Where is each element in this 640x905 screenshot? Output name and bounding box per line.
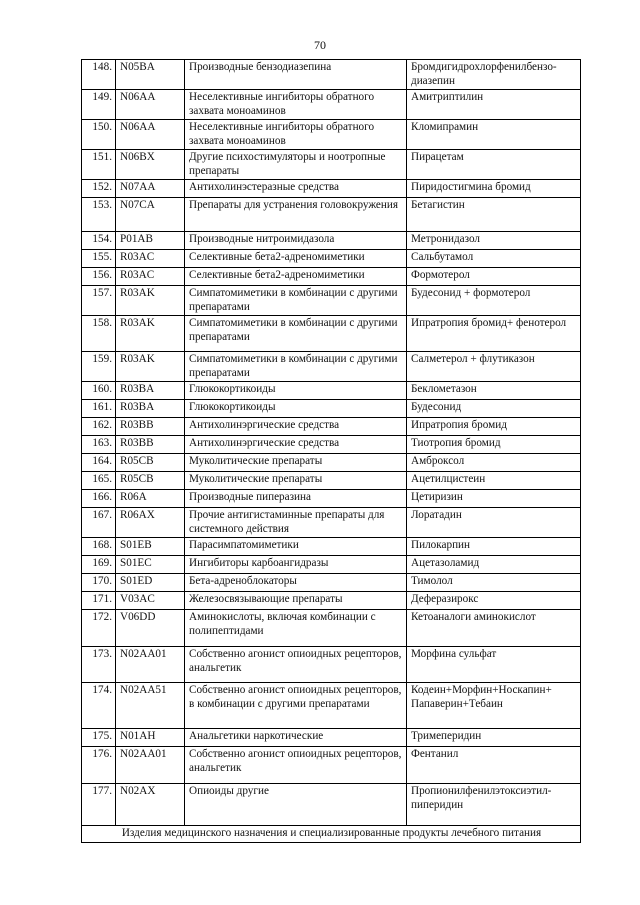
atc-code-cell: P01AB <box>116 232 185 250</box>
row-number-cell: 154. <box>82 232 116 250</box>
drug-name-cell: Пилокарпин <box>407 538 581 556</box>
table-row <box>82 198 581 232</box>
pharm-group-cell: Производные бензодиазепина <box>185 60 407 90</box>
row-number-cell: 172. <box>82 610 116 647</box>
table-row <box>82 286 581 316</box>
drug-name-cell: Деферазирокс <box>407 592 581 610</box>
pharm-group-cell: Прочие антигистаминные препараты для системного действия <box>185 508 407 538</box>
row-number-cell: 164. <box>82 454 116 472</box>
atc-code-cell: R03AK <box>116 316 185 352</box>
drug-name-cell: Ипратропия бромид <box>407 418 581 436</box>
row-number-cell: 158. <box>82 316 116 352</box>
table-row <box>82 508 581 538</box>
atc-code-cell: S01EC <box>116 556 185 574</box>
pharm-group-cell: Железосвязывающие препараты <box>185 592 407 610</box>
row-number-cell: 157. <box>82 286 116 316</box>
atc-code-cell: R03AC <box>116 268 185 286</box>
row-number-cell: 171. <box>82 592 116 610</box>
pharm-group-cell: Производные пиперазина <box>185 490 407 508</box>
drug-name-cell: Цетиризин <box>407 490 581 508</box>
drug-name-cell: Ацетилцистеин <box>407 472 581 490</box>
pharm-group-cell: Собственно агонист опиоидных рецепторов, анальгетик <box>185 747 407 784</box>
row-number-cell: 175. <box>82 729 116 747</box>
table-row <box>82 683 581 729</box>
drug-name-cell: Пирацетам <box>407 150 581 180</box>
table-row <box>82 538 581 556</box>
atc-code-cell: N07AA <box>116 180 185 198</box>
drug-name-cell: Кломипрамин <box>407 120 581 150</box>
row-number-cell: 174. <box>82 683 116 729</box>
pharm-group-cell: Неселективные ингибиторы обратного захвата моноаминов <box>185 120 407 150</box>
row-number-cell: 155. <box>82 250 116 268</box>
atc-code-cell: N06AA <box>116 90 185 120</box>
row-number-cell: 160. <box>82 382 116 400</box>
atc-code-cell: N02AA01 <box>116 747 185 784</box>
table-row <box>82 90 581 120</box>
row-number-cell: 165. <box>82 472 116 490</box>
drug-name-cell: Ипратропия бромид+ фенотерол <box>407 316 581 352</box>
pharm-group-cell: Симпатомиметики в комбинации с другими препаратами <box>185 286 407 316</box>
pharm-group-cell: Симпатомиметики в комбинации с другими препаратами <box>185 352 407 382</box>
drug-name-cell: Кетоаналоги аминокислот <box>407 610 581 647</box>
pharm-group-cell: Ингибиторы карбоангидразы <box>185 556 407 574</box>
atc-code-cell: R03BB <box>116 436 185 454</box>
atc-code-cell: S01EB <box>116 538 185 556</box>
atc-code-cell: N06AA <box>116 120 185 150</box>
table-row <box>82 150 581 180</box>
atc-code-cell: S01ED <box>116 574 185 592</box>
drug-name-cell: Ацетазоламид <box>407 556 581 574</box>
atc-code-cell: N02AA51 <box>116 683 185 729</box>
pharm-group-cell: Симпатомиметики в комбинации с другими препаратами <box>185 316 407 352</box>
page-number: 70 <box>314 38 326 52</box>
atc-code-cell: V06DD <box>116 610 185 647</box>
atc-code-cell: N02AA01 <box>116 647 185 683</box>
pharm-group-cell: Глюкокортикоиды <box>185 400 407 418</box>
table-row <box>82 400 581 418</box>
drug-name-cell: Будесонид + формотерол <box>407 286 581 316</box>
table-row <box>82 472 581 490</box>
pharm-group-cell: Другие психостимуляторы и ноотропные препараты <box>185 150 407 180</box>
table-row <box>82 232 581 250</box>
pharm-group-cell: Парасимпатомиметики <box>185 538 407 556</box>
atc-code-cell: R03AK <box>116 286 185 316</box>
atc-code-cell: R03BB <box>116 418 185 436</box>
row-number-cell: 163. <box>82 436 116 454</box>
row-number-cell: 176. <box>82 747 116 784</box>
atc-code-cell: R03BA <box>116 400 185 418</box>
drug-name-cell: Амитриптилин <box>407 90 581 120</box>
atc-code-cell: R05CB <box>116 454 185 472</box>
table-row <box>82 454 581 472</box>
pharm-group-cell: Антихолинэргические средства <box>185 436 407 454</box>
pharm-group-cell: Глюкокортикоиды <box>185 382 407 400</box>
atc-code-cell: R03AK <box>116 352 185 382</box>
table-row <box>82 747 581 784</box>
drug-name-cell: Пропионилфенилэтоксиэтил-пиперидин <box>407 784 581 826</box>
drug-name-cell: Бетагистин <box>407 198 581 232</box>
table-row <box>82 729 581 747</box>
pharm-group-cell: Препараты для устранения головокружения <box>185 198 407 232</box>
pharm-group-cell: Производные нитроимидазола <box>185 232 407 250</box>
pharm-group-cell: Селективные бета2-адреномиметики <box>185 268 407 286</box>
drug-name-cell: Кодеин+Морфин+Носкапин+ Папаверин+Тебаин <box>407 683 581 729</box>
pharm-group-cell: Собственно агонист опиоидных рецепторов, в комбинации с другими препаратами <box>185 683 407 729</box>
row-number-cell: 170. <box>82 574 116 592</box>
row-number-cell: 177. <box>82 784 116 826</box>
atc-code-cell: N05BA <box>116 60 185 90</box>
drug-name-cell: Лоратадин <box>407 508 581 538</box>
row-number-cell: 153. <box>82 198 116 232</box>
table-row <box>82 490 581 508</box>
row-number-cell: 166. <box>82 490 116 508</box>
table-row <box>82 592 581 610</box>
table-row <box>82 352 581 382</box>
row-number-cell: 173. <box>82 647 116 683</box>
pharm-group-cell: Селективные бета2-адреномиметики <box>185 250 407 268</box>
atc-code-cell: R06A <box>116 490 185 508</box>
drug-name-cell: Бромдигидрохлорфенилбензо-диазепин <box>407 60 581 90</box>
atc-code-cell: N01AH <box>116 729 185 747</box>
section-heading: Изделия медицинского назначения и специализированные продукты лечебного питания <box>82 826 581 843</box>
table-row <box>82 268 581 286</box>
drug-name-cell: Беклометазон <box>407 382 581 400</box>
table-row <box>82 180 581 198</box>
drug-name-cell: Салметерол + флутиказон <box>407 352 581 382</box>
section-footer-row <box>82 826 581 843</box>
pharm-group-cell: Аминокислоты, включая комбинации с полипептидами <box>185 610 407 647</box>
row-number-cell: 156. <box>82 268 116 286</box>
atc-code-cell: N07CA <box>116 198 185 232</box>
drug-table <box>81 59 581 843</box>
drug-name-cell: Фентанил <box>407 747 581 784</box>
table-row <box>82 418 581 436</box>
drug-name-cell: Амброксол <box>407 454 581 472</box>
atc-code-cell: N02AX <box>116 784 185 826</box>
atc-code-cell: R03AC <box>116 250 185 268</box>
row-number-cell: 168. <box>82 538 116 556</box>
atc-code-cell: R05CB <box>116 472 185 490</box>
atc-code-cell: R03BA <box>116 382 185 400</box>
table-row <box>82 784 581 826</box>
drug-name-cell: Тримеперидин <box>407 729 581 747</box>
drug-name-cell: Тимолол <box>407 574 581 592</box>
pharm-group-cell: Бета-адреноблокаторы <box>185 574 407 592</box>
row-number-cell: 152. <box>82 180 116 198</box>
pharm-group-cell: Муколитические препараты <box>185 454 407 472</box>
row-number-cell: 159. <box>82 352 116 382</box>
row-number-cell: 151. <box>82 150 116 180</box>
drug-name-cell: Будесонид <box>407 400 581 418</box>
atc-code-cell: R06AX <box>116 508 185 538</box>
table-row <box>82 60 581 90</box>
table-row <box>82 250 581 268</box>
drug-name-cell: Морфина сульфат <box>407 647 581 683</box>
table-row <box>82 120 581 150</box>
row-number-cell: 150. <box>82 120 116 150</box>
pharm-group-cell: Собственно агонист опиоидных рецепторов, анальгетик <box>185 647 407 683</box>
table-row <box>82 556 581 574</box>
row-number-cell: 167. <box>82 508 116 538</box>
atc-code-cell: V03AC <box>116 592 185 610</box>
table-row <box>82 574 581 592</box>
drug-name-cell: Сальбутамол <box>407 250 581 268</box>
drug-name-cell: Пиридостигмина бромид <box>407 180 581 198</box>
pharm-group-cell: Опиоиды другие <box>185 784 407 826</box>
row-number-cell: 162. <box>82 418 116 436</box>
row-number-cell: 149. <box>82 90 116 120</box>
drug-name-cell: Формотерол <box>407 268 581 286</box>
table-row <box>82 316 581 352</box>
drug-name-cell: Тиотропия бромид <box>407 436 581 454</box>
row-number-cell: 148. <box>82 60 116 90</box>
pharm-group-cell: Антихолинэргические средства <box>185 418 407 436</box>
table-row <box>82 382 581 400</box>
row-number-cell: 161. <box>82 400 116 418</box>
pharm-group-cell: Муколитические препараты <box>185 472 407 490</box>
pharm-group-cell: Неселективные ингибиторы обратного захвата моноаминов <box>185 90 407 120</box>
table-row <box>82 647 581 683</box>
table-row <box>82 610 581 647</box>
pharm-group-cell: Анальгетики наркотические <box>185 729 407 747</box>
drug-name-cell: Метронидазол <box>407 232 581 250</box>
table-row <box>82 436 581 454</box>
pharm-group-cell: Антихолинэстеразные средства <box>185 180 407 198</box>
row-number-cell: 169. <box>82 556 116 574</box>
atc-code-cell: N06BX <box>116 150 185 180</box>
